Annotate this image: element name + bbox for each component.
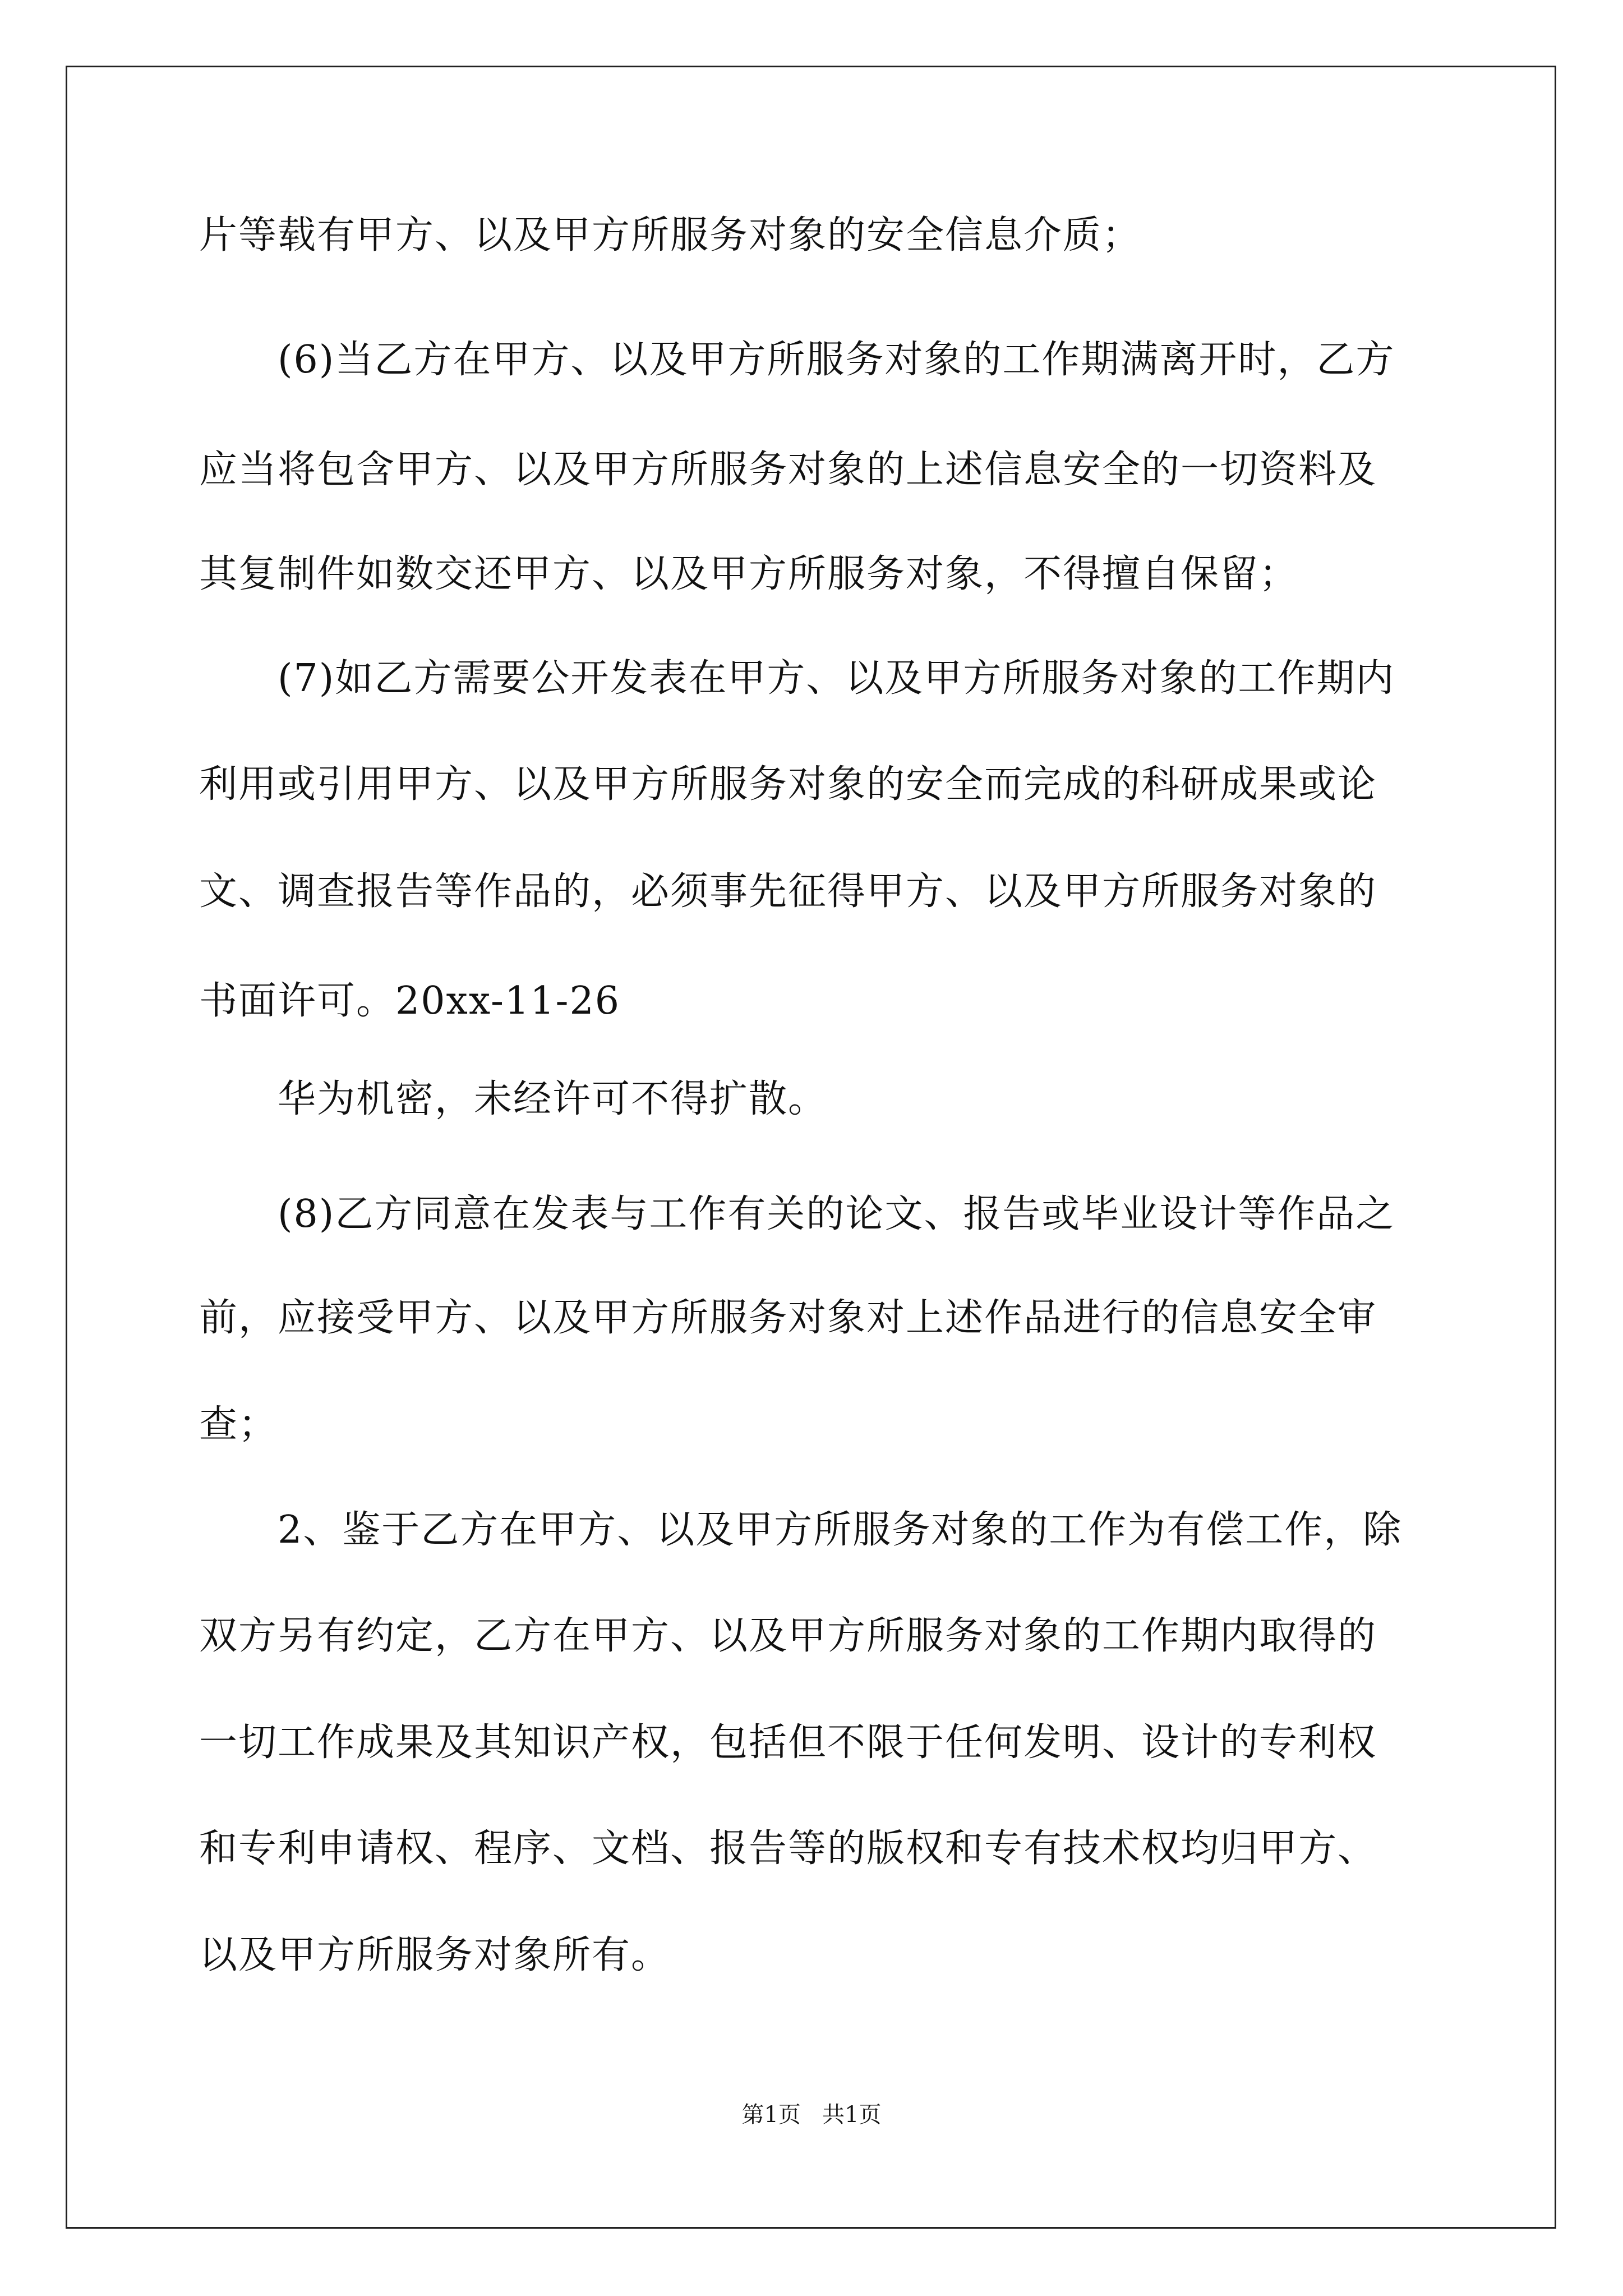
text-line-7: 文、调查报告等作品的，必须事先征得甲方、以及甲方所服务对象的 [199, 869, 1377, 914]
text-line-10: (8)乙方同意在发表与工作有关的论文、报告或毕业设计等作品之 [278, 1192, 1395, 1236]
text-line-9: 华为机密，未经许可不得扩散。 [278, 1077, 828, 1121]
text-line-13: 2、鉴于乙方在甲方、以及甲方所服务对象的工作为有偿工作，除 [278, 1508, 1403, 1552]
text-line-17: 以及甲方所服务对象所有。 [199, 1933, 671, 1977]
text-line-5: (7)如乙方需要公开发表在甲方、以及甲方所服务对象的工作期内 [278, 656, 1395, 701]
text-line-4: 其复制件如数交还甲方、以及甲方所服务对象，不得擅自保留； [199, 552, 1299, 596]
text-line-6: 利用或引用甲方、以及甲方所服务对象的安全而完成的科研成果或论 [199, 762, 1377, 807]
page-footer: 第1页 共1页 [741, 2102, 882, 2128]
text-line-11: 前，应接受甲方、以及甲方所服务对象对上述作品进行的信息安全审 [199, 1296, 1377, 1340]
text-line-1: 片等载有甲方、以及甲方所服务对象的安全信息介质； [199, 213, 1142, 257]
text-line-2: (6)当乙方在甲方、以及甲方所服务对象的工作期满离开时，乙方 [278, 338, 1395, 382]
text-line-14: 双方另有约定，乙方在甲方、以及甲方所服务对象的工作期内取得的 [199, 1614, 1377, 1658]
text-line-15: 一切工作成果及其知识产权，包括但不限于任何发明、设计的专利权 [199, 1720, 1377, 1765]
text-line-3: 应当将包含甲方、以及甲方所服务对象的上述信息安全的一切资料及 [199, 448, 1377, 492]
text-line-12: 查； [199, 1402, 278, 1447]
page-border [66, 66, 1556, 2229]
text-line-16: 和专利申请权、程序、文档、报告等的版权和专有技术权均归甲方、 [199, 1826, 1377, 1871]
text-line-8: 书面许可。20xx-11-26 [199, 979, 621, 1023]
